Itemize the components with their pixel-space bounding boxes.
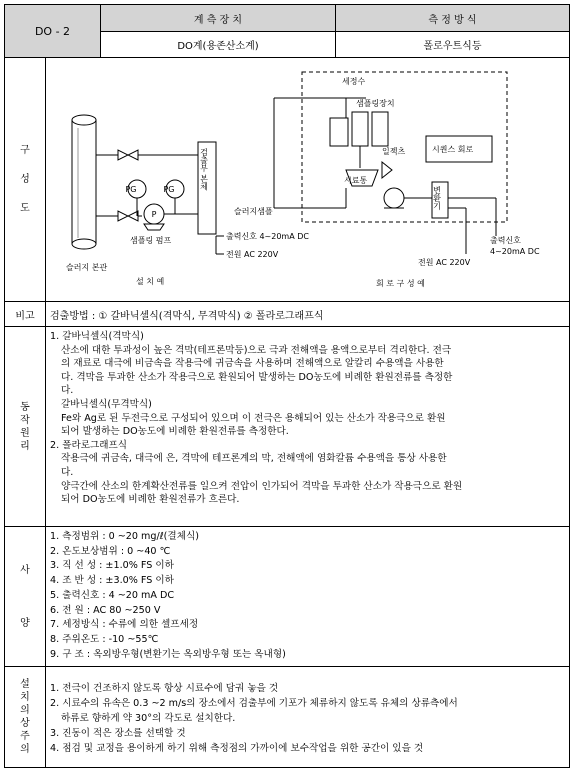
text-line: 다. xyxy=(61,385,74,397)
text-line: 6. 전 원 : AC 80 ~250 V xyxy=(50,604,161,616)
text-line: 3. 직 선 성 : ±1.0% FS 이하 xyxy=(50,560,174,572)
col1-value-cell xyxy=(100,31,336,58)
text-line: 2. 온도보상범위 : 0 ~40 ℃ xyxy=(50,545,171,557)
text-line: 의 재료로 대극에 비금속을 작용극에 귀금속을 사용하며 전해액으로 알칼리 수용액을 사용한 xyxy=(61,358,444,370)
text-line: 7. 세정방식 : 수류에 의한 셀프세정 xyxy=(50,619,199,631)
principle-text xyxy=(50,330,565,507)
label-pump: P xyxy=(151,210,157,219)
remarks-text: 검출방법 : ① 갈바닉셀식(격막식, 무격막식) ② 폴라로그래프식 xyxy=(50,310,324,322)
text-line: 갈바닉셀식(무격막식) xyxy=(61,398,152,410)
caption-circuit: 회 로 구 성 예 xyxy=(376,279,425,288)
label-sampling-device: 샘플링장치 xyxy=(356,99,395,108)
label-sludge-sample: 슬러지샘플 xyxy=(234,207,273,216)
text-line: 1. 갈바닉셀식(격막식) xyxy=(50,331,144,342)
text-line: 9. 구 조 : 옥외방우형(변환기는 옥외방우형 또는 옥내형) xyxy=(50,648,286,660)
text-line: 5. 출력신호 : 4 ~20 mA DC xyxy=(50,589,175,601)
text-line: 다. xyxy=(61,466,74,478)
label-sampling-pump: 샘플링 펌프 xyxy=(130,236,172,245)
label-sample-tank: 시료통 xyxy=(344,176,368,185)
text-line: Fe와 Ag로 된 두전극으로 구성되어 있으며 이 전극은 용해되어 있는 산소가 작용극으로 환원 xyxy=(61,412,446,424)
cautions-label-char: 설 xyxy=(20,679,30,690)
text-line: 2. 시료수의 유속은 0.3 ~2 m/s의 장소에서 검출부에 기포가 체류하지 않도록 유체의 상류측에서 xyxy=(50,698,458,709)
label-power2: 전원 AC 220V xyxy=(418,258,471,267)
text-line: 다. 격막을 투과한 산소가 작용극으로 환원되어 발생하는 DO농도에 비례한 환원전류를 측정한 xyxy=(61,371,453,383)
remarks-label: 비고 xyxy=(15,310,35,322)
cautions-label-char: 의 xyxy=(20,705,30,716)
cautions-cell xyxy=(45,666,570,768)
cautions-label-char: 상 xyxy=(20,718,30,729)
principle-label-char: 리 xyxy=(20,440,30,452)
remarks-label-cell xyxy=(4,301,46,327)
spec-label-char: 사 xyxy=(20,564,30,576)
label-wash-water: 세정수 xyxy=(342,77,366,86)
principle-label xyxy=(4,326,46,527)
label-ejector: 일젝츠 xyxy=(382,147,406,156)
composition-diagram-cell xyxy=(45,57,570,302)
composition-label-char: 도 xyxy=(20,203,30,214)
composition-label-char: 성 xyxy=(20,174,30,185)
principle-label-char: 동 xyxy=(20,401,30,413)
cautions-label-char: 의 xyxy=(20,744,30,755)
sheet-code: DO - 2 xyxy=(34,24,71,38)
text-line: 1. 측정범위 : 0 ~20 mg/ℓ(결체식) xyxy=(50,531,199,542)
text-line: 하류로 향하게 약 30°의 각도로 설치한다. xyxy=(61,713,236,724)
text-line: 4. 조 반 성 : ±3.0% FS 이하 xyxy=(50,575,174,587)
col2-header xyxy=(335,4,570,32)
composition-diagram xyxy=(46,58,569,301)
composition-label-char: 구 xyxy=(20,145,30,156)
spec-cell xyxy=(45,526,570,667)
text-line: 양극간에 산소의 한계확산전류를 일으켜 전압이 인가되어 격막을 투과한 산소가 작용극으로 환원 xyxy=(61,480,463,492)
text-line: 산소에 대한 투과성이 높은 격막(테프론막등)으로 극과 전해액을 용액으로부터 격리한다. 전극 xyxy=(61,344,452,356)
cautions-text xyxy=(50,681,565,756)
label-power: 전원 AC 220V xyxy=(226,250,279,259)
label-pg-1: PG xyxy=(125,185,137,194)
text-line: 8. 주위온도 : -10 ~55℃ xyxy=(50,633,159,645)
col1-header xyxy=(100,4,336,32)
label-detector: 검출부 본체 xyxy=(199,148,209,191)
text-line: 2. 폴라로그래프식 xyxy=(50,439,128,451)
col1-value: DO계(용존산소계) xyxy=(177,41,259,52)
code-cell xyxy=(4,4,101,58)
text-line: 4. 점검 및 교정을 용이하게 하기 위해 측정점의 가까이에 보수작업을 위한 공간이 있을 것 xyxy=(50,743,424,754)
col2-value-cell xyxy=(335,31,570,58)
label-slurry-main: 슬러지 본관 xyxy=(66,263,108,272)
principle-label-char: 작 xyxy=(20,414,30,426)
label-converter: 변환기 xyxy=(432,186,442,210)
col1-title: 계 측 장 치 xyxy=(193,14,243,26)
cautions-label-char: 주 xyxy=(20,731,30,742)
text-line: 되어 DO농도에 비례한 환원전류가 흐른다. xyxy=(61,494,240,506)
text-line: 되어 발생하는 DO농도에 비례한 환원전류를 측정한다. xyxy=(61,426,289,438)
composition-label xyxy=(4,57,46,302)
label-output-signal: 출력신호 4~20mA DC xyxy=(226,232,309,241)
label-pg-2: PG xyxy=(163,185,175,194)
principle-cell xyxy=(45,326,570,527)
text-line: 1. 전극이 건조하지 않도록 항상 시료수에 담궈 놓을 것 xyxy=(50,683,279,694)
remarks-cell xyxy=(45,301,570,327)
spec-label-char: 양 xyxy=(20,617,30,629)
spec-label xyxy=(4,526,46,667)
text-line: 작용극에 귀금속, 대극에 은, 격막에 테프론계의 막, 전해액에 염화칼륨 수용액을 통상 사용한 xyxy=(61,453,447,465)
col2-title: 측 정 방 식 xyxy=(428,14,477,26)
spec-text xyxy=(50,530,565,662)
label-output-signal2-value: 4~20mA DC xyxy=(490,247,540,256)
cautions-label xyxy=(4,666,46,768)
cautions-label-char: 치 xyxy=(20,692,30,703)
caption-install: 설 치 예 xyxy=(136,277,165,286)
principle-label-char: 원 xyxy=(20,427,30,439)
col2-value: 폴로우트식등 xyxy=(423,41,482,52)
text-line: 3. 진동이 적은 장소를 선택할 것 xyxy=(50,728,186,739)
label-sequence-circuit: 시퀀스 회로 xyxy=(432,145,474,154)
label-output-signal2: 출력신호 xyxy=(490,236,521,245)
